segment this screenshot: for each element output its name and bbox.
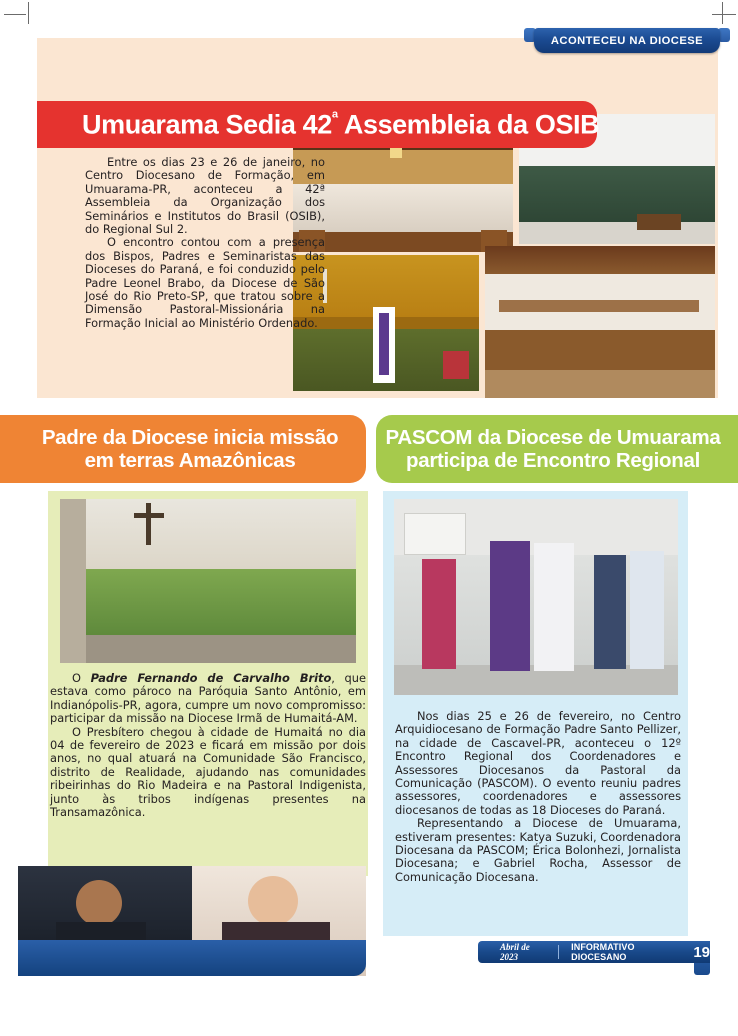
- footer-divider: [558, 945, 559, 959]
- paragraph: O Presbítero chegou à cidade de Humaitá no dia 04 de fevereiro de 2023 e ficará em missão por dois anos, no qual atuará na Comunidade São Francisco, distrito de Realidade, ajudando nas comunidades ribeirinhas do Rio Madeira e na Pastoral Indigenista, junto às tribos indígenas presentes na Transamazônica.: [50, 724, 366, 820]
- article-amazon-title-line1: Padre da Diocese inicia missão: [41, 426, 339, 449]
- article-amazon-title-bar: [0, 415, 366, 483]
- article-amazon-title-line2: em terras Amazônicas: [84, 449, 296, 472]
- article-pascom-title-line2: participa de Encontro Regional: [406, 449, 700, 472]
- paragraph: O encontro contou com a presença dos Bispos, Padres e Seminaristas das Dioceses do Paraná, e foi conduzido pelo Padre Leonel Brabo, da Diocese de São José do Rio Preto-SP, que tratou sobre a Dimensão Pastoral-Missionária na Formação Inicial ao Ministério Ordenado.: [85, 235, 325, 330]
- photo-amazon-community-group: [60, 499, 356, 663]
- author-role: Assessor de Comunicação Diocesana e PASCOM: [46, 1026, 176, 1033]
- author-prefix: Texto:: [214, 1014, 231, 1020]
- footer-page-number: 19: [693, 943, 710, 961]
- article-osib-title: Umuarama Sedia $42^ª$ Assembleia da OSIB: [82, 107, 600, 139]
- article-amazon-lead-name: Padre Fernando de Carvalho Brito: [90, 671, 332, 685]
- paragraph: Nos dias 25 e 26 de fevereiro, no Centro Arquidiocesano de Formação Padre Santo Pellizer, na cidade de Cascavel-PR, aconteceu o 12º Encontro Regional dos Coordenadores e Assessores Diocesanos da Pastoral da Comunicação (PASCOM). O evento reuniu padres assessores, coordenadores e assessores diocesanos de todas as 18 Dioceses do Paraná.: [395, 709, 681, 817]
- author-caption-erica-bolonhezi: [214, 1014, 298, 1036]
- footer-publication: INFORMATIVO DIOCESANO: [571, 942, 635, 962]
- photo-pascom-bishop-group: [394, 499, 678, 695]
- article-osib-panel: [37, 38, 718, 398]
- paragraph: O Padre Fernando de Carvalho Brito, que estava como pároco na Paróquia Santo Antônio, em Indianópolis-PR, agora, cumpre um novo compromisso: participar da missão na Diocese Irmã de Humaitá-AM.: [50, 671, 366, 726]
- article-osib-body: [85, 156, 325, 330]
- article-pascom-body: [395, 710, 681, 884]
- author-caption-gabriel-rocha: [46, 1019, 176, 1033]
- authors-caption-bar: [18, 940, 366, 1035]
- paragraph: Representando a Diocese de Umuarama, estiveram presentes: Katya Suzuki, Coordenadora Diocesana da PASCOM; Érica Bolonhezi, Jornalista Diocesana; e Gabriel Rocha, Assessor de Comunicação Diocesana.: [395, 816, 681, 884]
- author-name: Gabriel Rocha: [46, 1019, 95, 1026]
- crop-mark-top-right-v: [722, 2, 723, 24]
- paragraph: Entre os dias 23 e 26 de janeiro, no Centro Diocesano de Formação, em Umuarama-PR, aconteceu a 42ª Assembleia da Organização dos Seminários e Institutos do Brasil (OSIB), do Regional Sul 2.: [85, 155, 325, 237]
- section-ribbon: [534, 28, 720, 53]
- ribbon-body: [534, 28, 720, 53]
- crop-mark-top-right-h: [712, 14, 736, 15]
- authors-strip: [18, 866, 366, 1035]
- ribbon-label: ACONTECEU NA DIOCESE: [550, 34, 704, 47]
- crop-mark-top-left-h: [4, 14, 26, 15]
- article-pascom-title-bar: [376, 415, 738, 483]
- article-pascom-title: [376, 415, 738, 483]
- article-pascom-title-line1: PASCOM da Diocese de Umuarama: [385, 426, 721, 449]
- article-osib-title-bar: [37, 101, 600, 148]
- crop-mark-top-left-v: [28, 2, 29, 24]
- author-role: Jornalista Diocesana e PASCOM: [214, 1028, 299, 1035]
- page-footer: [478, 941, 710, 963]
- article-amazon-body: [50, 672, 366, 819]
- photo-church-interior-pews: [485, 246, 715, 398]
- article-amazon-title: [0, 415, 366, 483]
- author-name: Érica Bolonhezi: [214, 1021, 268, 1029]
- footer-date: Abril de 2023: [500, 942, 530, 962]
